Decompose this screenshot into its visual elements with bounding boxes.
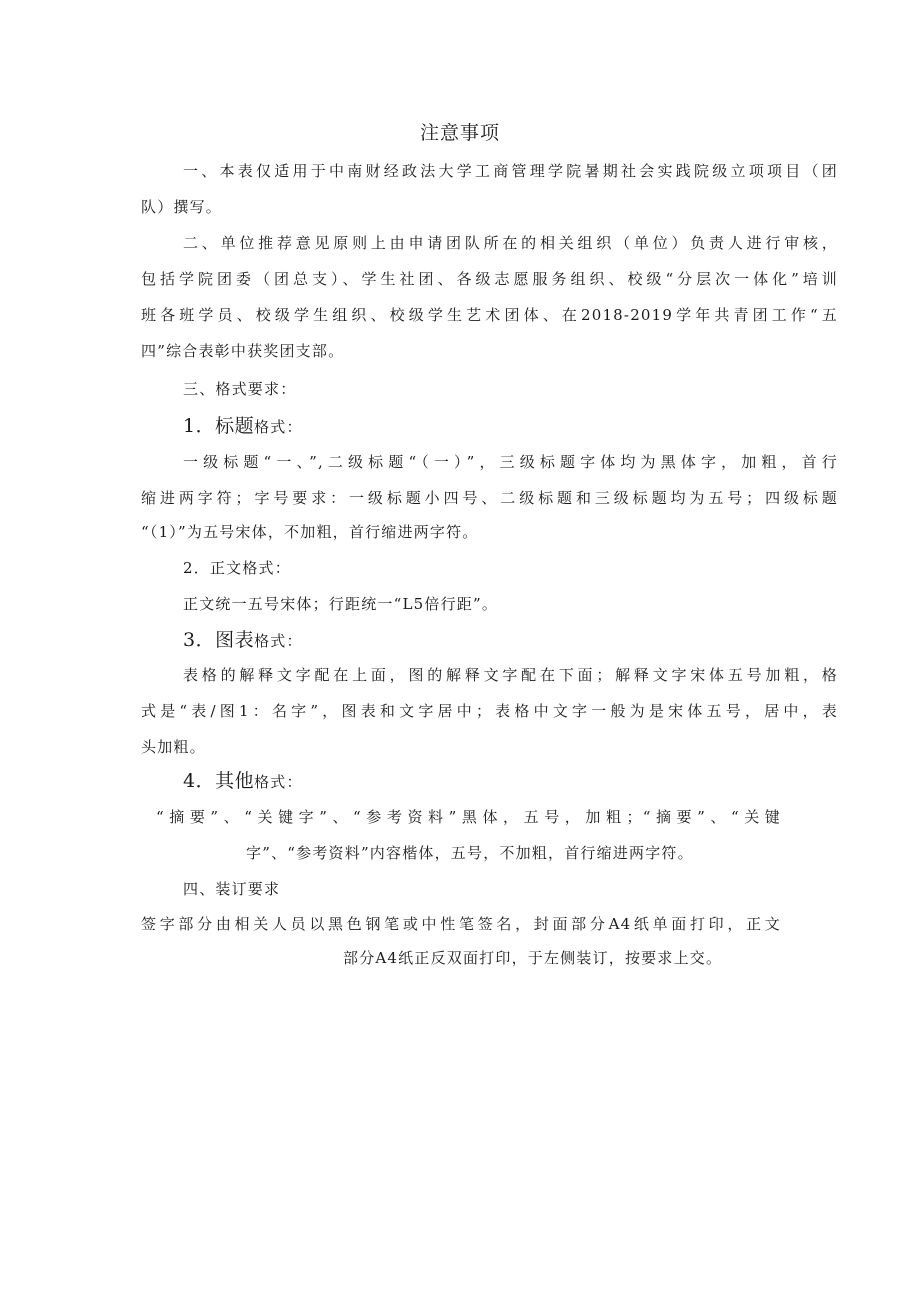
paragraph-line: 二、单位推荐意见原则上由申请团队所在的相关组织（单位）负责人进行审核，: [183, 234, 838, 252]
paragraph-line: 表格的解释文字配在上面，图的解释文字配在下面；解释文字宋体五号加粗，格: [183, 666, 838, 684]
paragraph-line: 队）撰写。: [141, 198, 223, 216]
subsection-heading: 2．正文格式：: [183, 559, 291, 577]
subsection-number-title: 1．标题: [183, 415, 255, 437]
section-heading: 三、格式要求：: [183, 380, 297, 398]
subsection-heading: [183, 625, 303, 652]
subsection-number-title: 3．图表: [183, 629, 255, 651]
paragraph-line: 一级标题“一、”,二级标题“（一）”，三级标题字体均为黑体字，加粗，首行: [183, 453, 838, 471]
paragraph-line: “摘要”、“关键字”、“参考资料”黑体，五号，加粗；“摘要”、“关键: [156, 808, 781, 826]
paragraph-line: 一、本表仅适用于中南财经政法大学工商管理学院暑期社会实践院级立项项目（团: [183, 162, 838, 180]
paragraph-line: 式是“表/图1：名字”，图表和文字居中；表格中文字一般为是宋体五号，居中，表: [141, 702, 838, 720]
subsection-heading: [183, 766, 303, 793]
paragraph-line: 部分A4纸正反双面打印，于左侧装订，按要求上交。: [343, 949, 723, 967]
subsection-suffix: 格式：: [254, 418, 303, 436]
paragraph-line: 签字部分由相关人员以黑色钢笔或中性笔签名，封面部分A4纸单面打印，正文: [141, 915, 781, 933]
page-title: 注意事项: [419, 122, 500, 144]
subsection-heading: [183, 411, 303, 438]
paragraph-line: 缩进两字符；字号要求：一级标题小四号、二级标题和三级标题均为五号；四级标题: [141, 489, 838, 507]
paragraph-line: 包括学院团委（团总支）、学生社团、各级志愿服务组织、校级“分层次一体化”培训: [141, 270, 838, 288]
paragraph-line: 正文统一五号宋体；行距统一“L5倍行距”。: [183, 595, 499, 613]
paragraph-line: 四”综合表彰中获奖团支部。: [141, 342, 345, 360]
section-heading: 四、装订要求: [183, 880, 281, 898]
subsection-number-title: 4．其他: [183, 770, 255, 792]
paragraph-line: 字”、“参考资料”内容楷体，五号，不加粗，首行缩进两字符。: [246, 844, 694, 862]
paragraph-line: 班各班学员、校级学生组织、校级学生艺术团体、在2018-2019学年共青团工作“五: [141, 306, 838, 324]
paragraph-line: 头加粗。: [141, 738, 206, 756]
subsection-suffix: 格式：: [254, 773, 303, 791]
paragraph-line: “（1）”为五号宋体，不加粗，首行缩进两字符。: [141, 523, 479, 541]
subsection-suffix: 格式：: [254, 632, 303, 650]
